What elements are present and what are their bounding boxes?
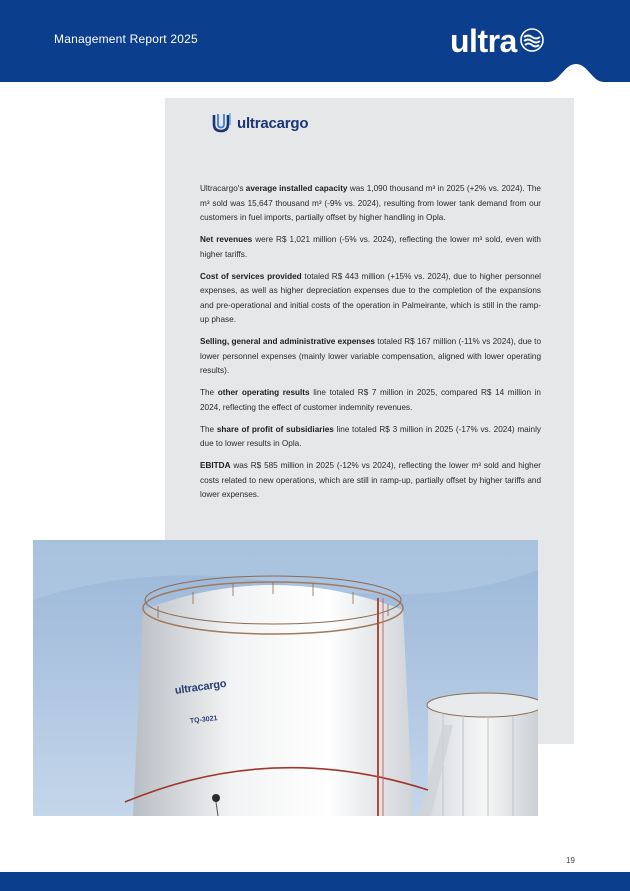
text-run: were R$ 1,021 million (-5% vs. 2024), reflecting the lower m³ sold, even with higher tariffs.: [200, 235, 541, 259]
footer-band: [0, 872, 630, 891]
bold-term: other operating results: [217, 388, 310, 398]
bold-term: share of profit of subsidiaries: [216, 424, 334, 434]
text-run: was R$ 585 million in 2025 (-12% vs 2024), reflecting the lower m³ sold and higher costs related to new operations, which are still in ramp-up, partially offset by higher tariffs and lower expenses.: [200, 461, 541, 500]
page-number: 19: [566, 856, 575, 865]
tank-code-text: TQ-3021: [189, 715, 218, 725]
bold-term: Cost of services provided: [200, 271, 302, 281]
bold-term: Net revenues: [200, 235, 253, 245]
text-run: Ultracargo's: [200, 184, 246, 193]
tank-brand-text: ultracargo: [174, 677, 228, 697]
body-paragraph: [200, 270, 541, 328]
bold-term: EBITDA: [200, 461, 231, 471]
body-paragraph: [200, 386, 541, 415]
text-run: The: [200, 424, 217, 434]
body-paragraph: [200, 459, 541, 503]
ultracargo-u-logo-icon: [211, 112, 235, 134]
body-text: [200, 182, 541, 510]
text-run: totaled R$ 443 million (+15% vs. 2024), due to higher personnel expenses, as well as higher depreciation expenses due to the completion of the expansions and pre-operational and initial costs of the operation in Palmeirante, which is still in the ramp-up phase.: [200, 271, 541, 325]
ultra-waves-logo-icon: [520, 28, 544, 57]
ultracargo-logo: [211, 112, 308, 134]
report-title: Management Report 2025: [54, 32, 198, 46]
text-run: line totaled R$ 7 million in 2025, compared R$ 14 million in 2024, reflecting the effect of customer indemnity revenues.: [200, 388, 541, 412]
text-run: The: [200, 388, 218, 398]
bold-term: Selling, general and administrative expenses: [200, 337, 375, 347]
storage-tank-photo: [33, 540, 538, 816]
ultra-logo-text: ultra: [450, 23, 517, 59]
body-paragraph: [200, 335, 541, 379]
text-run: line totaled R$ 3 million in 2025 (-17% vs. 2024) mainly due to lower results in Opla.: [200, 424, 542, 449]
body-paragraph: [200, 182, 541, 226]
ultra-logo: [450, 24, 544, 58]
ultracargo-logo-text: ultracargo: [237, 114, 309, 132]
body-paragraph: [200, 423, 541, 452]
text-run: totaled R$ 167 million (-11% vs 2024), due to lower personnel expenses (mainly lower variable compensation, aligned with lower operating results).: [200, 337, 541, 376]
text-run: was 1,090 thousand m³ in 2025 (+2% vs. 2024). The m³ sold was 15,647 thousand m³ (-9% vs. 2024), resulting from lower tank demand from our customers in fuel imports, partially offset by higher handling in Opla.: [200, 184, 541, 223]
bold-term: average installed capacity: [245, 184, 348, 193]
body-paragraph: [200, 233, 541, 262]
